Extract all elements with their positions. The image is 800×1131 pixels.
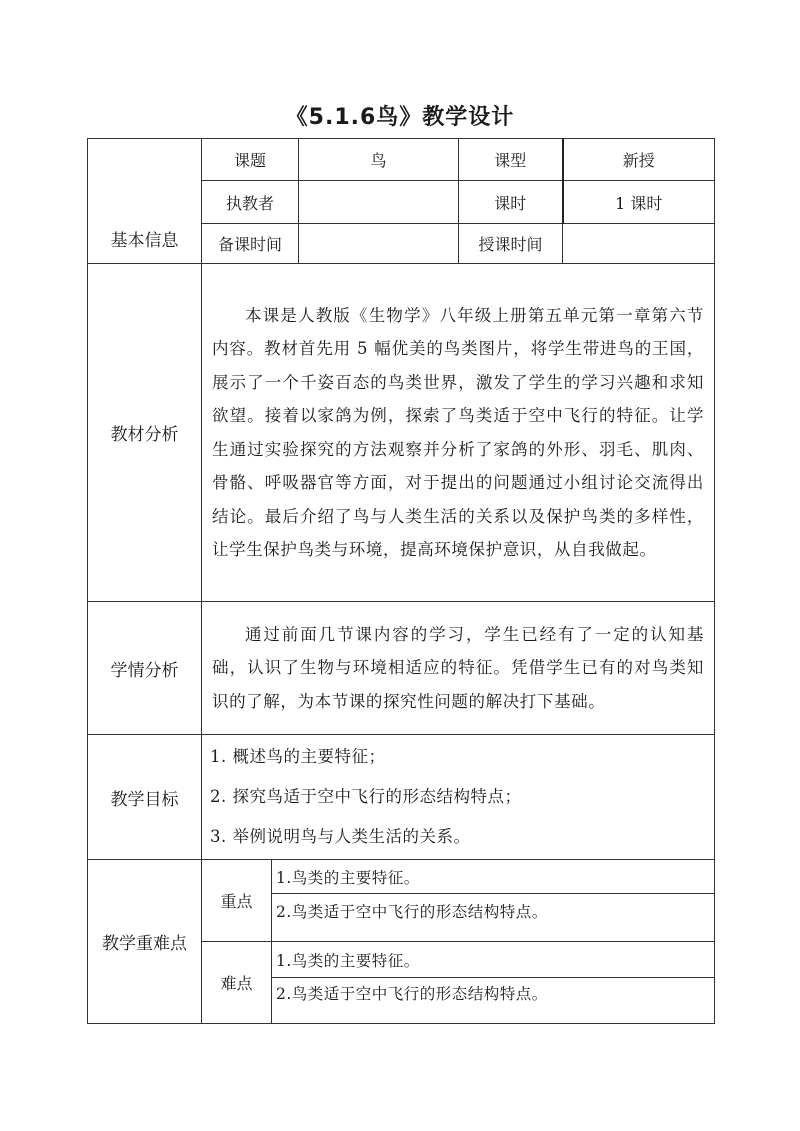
topic-value: 鸟 — [299, 139, 459, 181]
learner-label: 学情分析 — [88, 602, 202, 735]
material-text: 本课是人教版《生物学》八年级上册第五单元第一章第六节内容。教材首先用 5 幅优美的鸟类图片，将学生带进鸟的王国，展示了一个千姿百态的鸟类世界，激发了学生的学习兴趣和求知欲望。接着以家鸽为例，探索了鸟类适于空中飞行的特征。让学生通过实验探究的方法观察并分析了家鸽的外形、羽毛、肌肉、骨骼、呼吸器官等方面，对于提出的问题通过小组讨论交流得出结论。最后介绍了鸟与人类生活的关系以及保护鸟类的多样性，让学生保护鸟类与环境，提高环境保护意识，从自我做起。 — [202, 264, 715, 602]
key-item: 2.鸟类适于空中飞行的形态结构特点。 — [272, 894, 715, 942]
objective-item: 3. 举例说明鸟与人类生活的关系。 — [210, 827, 471, 846]
key-label: 重点 — [202, 860, 272, 942]
material-row — [88, 264, 715, 602]
objectives-list — [202, 735, 715, 860]
basic-info-row-1 — [88, 139, 715, 181]
lesson-plan-table — [87, 138, 715, 1024]
objective-item: 1. 概述鸟的主要特征； — [210, 747, 386, 766]
difficult-item: 2.鸟类适于空中飞行的形态结构特点。 — [272, 978, 715, 1024]
learner-text: 通过前面几节课内容的学习，学生已经有了一定的认知基础，认识了生物与环境相适应的特征。凭借学生已有的对鸟类知识的了解，为本节课的探究性问题的解决打下基础。 — [202, 602, 715, 735]
material-label: 教材分析 — [88, 264, 202, 602]
prep-time-value — [299, 224, 459, 264]
prep-time-label: 备课时间 — [202, 224, 299, 264]
key-row-1 — [88, 860, 715, 894]
type-value: 新授 — [563, 139, 715, 181]
objectives-row — [88, 735, 715, 860]
difficult-label: 难点 — [202, 942, 272, 1024]
key-item: 1.鸟类的主要特征。 — [272, 860, 715, 894]
key-points-label: 教学重难点 — [88, 860, 202, 1024]
topic-label: 课题 — [202, 139, 299, 181]
page-title: 《5.1.6鸟》教学设计 — [285, 105, 515, 130]
objectives-label: 教学目标 — [88, 735, 202, 860]
teacher-label: 执教者 — [202, 181, 299, 224]
hours-value: 1 课时 — [563, 181, 715, 224]
class-time-value — [563, 224, 715, 264]
class-time-label: 授课时间 — [459, 224, 563, 264]
basic-info-label: 基本信息 — [88, 139, 202, 264]
objective-item: 2. 探究鸟适于空中飞行的形态结构特点； — [210, 787, 522, 806]
hours-label: 课时 — [459, 181, 563, 224]
teacher-value — [299, 181, 459, 224]
learner-row — [88, 602, 715, 735]
type-label: 课型 — [459, 139, 563, 181]
difficult-item: 1.鸟类的主要特征。 — [272, 942, 715, 978]
